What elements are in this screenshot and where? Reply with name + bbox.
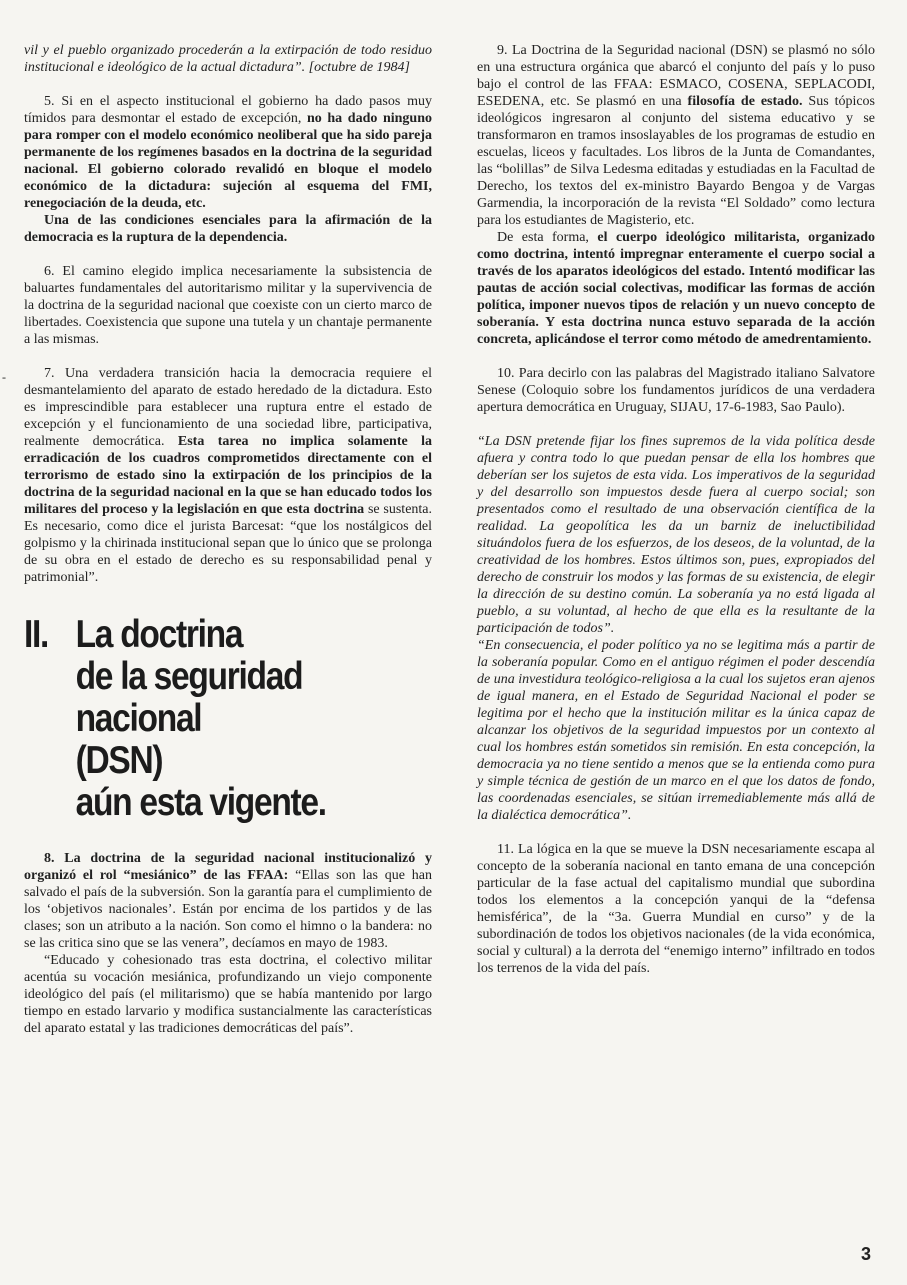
paragraph-9-continuation	[477, 229, 875, 348]
quote-1: “La DSN pretende fijar los fines supremos de la vida política desde afuera y contra todo lo que puedan pensar de ella los hombres que deberían ser los sujetos de esta vida. Los imperativos de la seguridad y del desarrollo son impuestos desde fuera al cuerpo social; son presentados como el resultado de una observación científica de la realidad. La geopolítica les da un barniz de ineluctibilidad situándolos fuera de los esfuerzos, de los deseos, de la voluntad, de la creatividad de los hombres. Estos últimos son, pues, expropiados del derecho de construir los modos y las formas de su existencia, de elegir la dirección de su destino común. La soberanía ya no está ligada al pueblo, a su voluntad, al hecho de que ella es la resultante de la participación de todos”.	[477, 434, 875, 636]
paragraph-7-bold: Esta tarea no implica solamente la erradicación de los cuadros comprometidos directamente con el terrorismo de estado sino la extirpación de los principios de la doctrina de la seguridad nacional en la que se han educado todos los militares del proceso y la legislación en que esta doctrina	[24, 434, 432, 517]
paragraph-8-quote: “Educado y cohesionado tras esta doctrina, el colectivo militar acentúa su vocación mesiánica, profundizando un viejo componente ideológico del país (el militarismo) que se había mantenido por largo tiempo en estado larvario y modifica sustancialmente las características del aparato estatal y las tradiciones democráticas del país”.	[24, 953, 432, 1036]
quote-2: “En consecuencia, el poder político ya no se legitima más a partir de la soberanía popular. Como en el antiguo régimen el poder descendía de una investidura teológico-religiosa a la cual los sujetos eran ajenos de igual manera, en el Estado de Seguridad Nacional el poder se legitima por el hecho que la institución militar es la única capaz de alcanzar los objetivos de la seguridad impuestos por un contexto al cual los hombres están sometidos sin remisión. En esta concepción, la democracia ya no tiene sentido a menos que se la entienda como pura y simple técnica de gestión de un marco en el que los datos de fondo, las coordenadas esenciales, se sitúan irremediablemente más allá de la dialéctica democrática”.	[477, 638, 875, 823]
paragraph-9-tail: Sus tópicos ideológicos ingresaron al conjunto del sistema educativo y se transformaron en tramos insoslayables de los programas de estudio en escuelas, liceos y facultades. Los libros de la Junta de Comandantes, las “bolillas” de Silva Ledesma editadas y estudiadas en la Facultad de Derecho, los textos del ex-ministro Bayardo Bengoa y de Vargas Garmendia, la incorporación de la revista “El Soldado” como lectura para los estudiantes de Magisterio, etc.	[477, 94, 876, 228]
paragraph-9-text: 9. La Doctrina de la Seguridad nacional (DSN) se plasmó no sólo en una estructura orgánica que abarcó el conjunto del país y lo puso bajo el control de las FFAA: ESMACO, COSENA, SEPLACODI, ESEDENA, etc. Se plasmó en una	[477, 43, 875, 109]
heading-line-1: La doctrina	[75, 613, 243, 656]
intro-paragraph	[24, 42, 432, 76]
paragraph-8-text: “Ellas son las que han salvado el país de la subversión. Son la garantía para el cumplimiento de los ‘objetivos nacionales’. Están por encima de los partidos y de las clases; son un atributo a la nación. Son como el himno o la bandera: no se las critica sino que se las venera”, decíamos en mayo de 1983.	[24, 868, 432, 951]
section-heading	[24, 614, 428, 824]
paragraph-8	[24, 850, 432, 952]
heading-line-4: aún esta vigente.	[75, 781, 326, 824]
paragraph-5-bold: no ha dado ninguno para romper con el modelo económico neoliberal que ha sido pareja permanente de los regímenes basados en la doctrina de la seguridad nacional. El gobierno colorado revalidó en bloque el modelo económico de la dictadura: sujeción al esquema del FMI, renegociación de la deuda, etc.	[24, 111, 432, 211]
heading-line-2: de la seguridad nacional	[75, 655, 303, 740]
paragraph-7-tail: se sustenta. Es necesario, como dice el jurista Barcesat: “que los nostálgicos del golpismo y la chirinada institucional sepan que lo único que se prolonga de su obra en el estado de derecho es su responsabilidad penal y patrimonial”.	[24, 502, 433, 585]
intro-quote: vil y el pueblo organizado procederán a la extirpación de todo residuo institucional e ideológico de la actual dictadura”.	[24, 43, 432, 75]
paragraph-5-conclusion	[24, 212, 432, 246]
paragraph-9-lead: De esta forma,	[497, 230, 589, 245]
paragraph-5-text: 5. Si en el aspecto institucional el gobierno ha dado pasos muy tímidos para desmontar el estado de excepción,	[24, 94, 432, 126]
page-number: 3	[860, 1244, 871, 1264]
paragraph-7	[24, 365, 432, 586]
paragraph-9-bold: filosofía de estado.	[687, 94, 803, 109]
right-column	[477, 42, 875, 977]
section-number: II.	[24, 613, 49, 656]
margin-mark: -	[2, 370, 6, 384]
intro-date: [octubre de 1984]	[308, 60, 410, 75]
paragraph-5	[24, 93, 432, 212]
left-column	[24, 42, 432, 1037]
paragraph-11: 11. La lógica en la que se mueve la DSN necesariamente escapa al concepto de la soberanía nacional en tanto emana de una concepción particular de la fase actual del capitalismo mundial que subordina todos los elementos a la concepción yanqui de la “defensa hemisférica”, de la “3a. Guerra Mundial en curso” y de la subordinación de todos los objetivos nacionales (de la vida económica, social y cultural) a la derrota del “enemigo interno” infiltrado en todos los terrenos de la vida del país.	[477, 842, 875, 976]
paragraph-9-continuation-bold: el cuerpo ideológico militarista, organizado como doctrina, intentó impregnar enteramente el cuerpo social a través de los aparatos ideológicos del estado. Intentó modificar las pautas de acción social colectivas, modificar las formas de acción política, imponer nuevos tipos de relación y un nuevo concepto de soberanía. Y esta doctrina nunca estuvo separada de la acción concreta, aplicándose el terror como método de amedrentamiento.	[477, 230, 875, 347]
paragraph-5-conclusion-bold: Una de las condiciones esenciales para la afirmación de la democracia es la ruptura de la dependencia.	[24, 213, 432, 245]
paragraph-9	[477, 42, 875, 229]
paragraph-8-bold: 8. La doctrina de la seguridad nacional institucionalizó y organizó el rol “mesiánico” de las FFAA:	[24, 851, 432, 883]
paragraph-6: 6. El camino elegido implica necesariamente la subsistencia de baluartes fundamentales del autoritarismo militar y la supervivencia de la doctrina de la seguridad nacional que coexiste con un cierto marco de libertades. Coexistencia que supone una tutela y un chantaje permanente a las mismas.	[24, 264, 432, 347]
paragraph-7-text: 7. Una verdadera transición hacia la democracia requiere el desmantelamiento del aparato de estado heredado de la dictadura. Esto es imprescindible para establecer una ruptura entre el estado de excepción y el funcionamiento de una sociedad libre, participativa, realmente democrática.	[24, 366, 432, 449]
heading-line-3: (DSN)	[75, 739, 163, 782]
paragraph-10: 10. Para decirlo con las palabras del Magistrado italiano Salvatore Senese (Coloquio sobre los fundamentos jurídicos de una verdadera apertura democrática en Uruguay, SIJAU, 17-6-1983, Sao Paulo).	[477, 366, 875, 415]
